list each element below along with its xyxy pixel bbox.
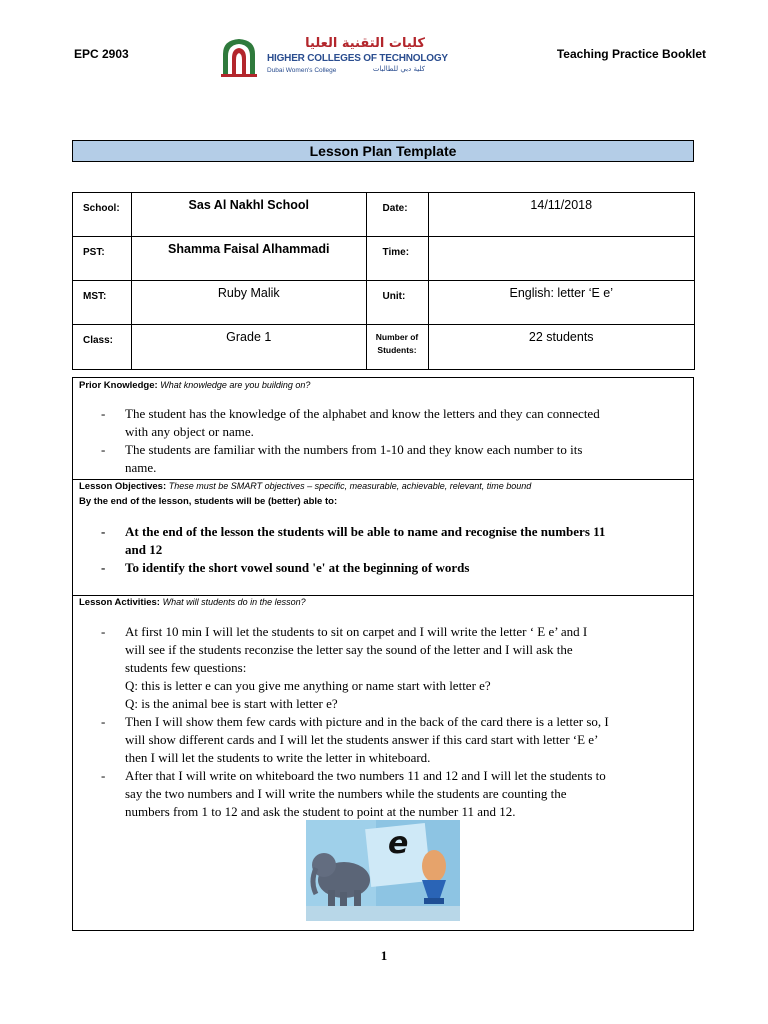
- list-item: - At first 10 min I will let the students to sit on carpet and I will write the letter ‘ E e’ and I will see if the students reconzise the letter say the sound of the letter and I will ask the students few questions: Q: this is letter e can you give me anything or name start with letter e? Q: is the animal bee is start with letter e?: [99, 623, 689, 713]
- num-students-label: Number of Students:: [366, 325, 428, 370]
- table-row: [73, 325, 695, 370]
- list-item: - To identify the short vowel sound 'e' at the beginning of words: [99, 559, 689, 577]
- pst-label: PST:: [73, 237, 132, 281]
- activities-heading: Lesson Activities: What will students do in the lesson?: [79, 597, 306, 608]
- objectives-heading: Lesson Objectives: These must be SMART objectives – specific, measurable, achievable, relevant, time bound: [79, 481, 532, 492]
- school-label: School:: [73, 193, 132, 237]
- lesson-details-box: [72, 377, 694, 931]
- list-item: - The students are familiar with the numbers from 1-10 and they know each number to its name.: [99, 441, 689, 477]
- school-value: Sas Al Nakhl School: [131, 193, 366, 237]
- time-label: Time:: [366, 237, 428, 281]
- mst-value: Ruby Malik: [131, 281, 366, 325]
- prior-knowledge-list: [99, 405, 689, 477]
- page-number: 1: [380, 948, 388, 963]
- table-row: [73, 237, 695, 281]
- date-label: Date:: [366, 193, 428, 237]
- list-item: - After that I will write on whiteboard the two numbers 11 and 12 and I will let the students to say the two numbers and I will write the numbers while the students are counting the numbers from 1 to 12 and ask the student to point at the number 11 and 12.: [99, 767, 689, 821]
- card-letter: e: [388, 826, 409, 861]
- num-students-value: 22 students: [428, 325, 695, 370]
- lesson-info-table: [72, 192, 695, 370]
- activity-photo: [306, 820, 460, 921]
- prior-knowledge-heading: Prior Knowledge: What knowledge are you building on?: [79, 380, 311, 391]
- activities-list: [99, 623, 689, 821]
- logo-english-name: HIGHER COLLEGES OF TECHNOLOGY: [267, 53, 448, 64]
- unit-value: English: letter ‘E e’: [428, 281, 695, 325]
- pst-value: Shamma Faisal Alhammadi: [131, 237, 366, 281]
- list-item: - At the end of the lesson the students will be able to name and recognise the numbers 11 and 12: [99, 523, 689, 559]
- table-row: [73, 281, 695, 325]
- logo-campus-english: Dubai Women's College: [267, 67, 337, 74]
- booklet-title: Teaching Practice Booklet: [556, 47, 706, 61]
- table-row: [73, 193, 695, 237]
- list-item: - The student has the knowledge of the alphabet and know the letters and they can connected with any object or name.: [99, 405, 689, 441]
- date-value: 14/11/2018: [428, 193, 695, 237]
- college-logo: [219, 36, 448, 78]
- class-value: Grade 1: [131, 325, 366, 370]
- objectives-subheading: By the end of the lesson, students will be (better) able to:: [79, 496, 338, 507]
- section-divider: [73, 479, 693, 480]
- elephant-card-image: [306, 820, 460, 921]
- objectives-list: [99, 523, 689, 577]
- class-label: Class:: [73, 325, 132, 370]
- mst-label: MST:: [73, 281, 132, 325]
- list-item: - Then I will show them few cards with picture and in the back of the card there is a letter so, I will show different cards and I will let the students answer if this card start with letter ‘E e’ then I will let the students to write the letter in whiteboard.: [99, 713, 689, 767]
- time-value: [428, 237, 695, 281]
- section-divider: [73, 595, 693, 596]
- page-title: Lesson Plan Template: [72, 140, 694, 162]
- unit-label: Unit:: [366, 281, 428, 325]
- logo-campus-arabic: كلية دبي للطالبات: [372, 65, 425, 73]
- logo-arabic-name: كليات التقنية العليا: [305, 36, 425, 51]
- course-code: EPC 2903: [74, 47, 129, 61]
- hct-emblem-icon: [219, 36, 259, 78]
